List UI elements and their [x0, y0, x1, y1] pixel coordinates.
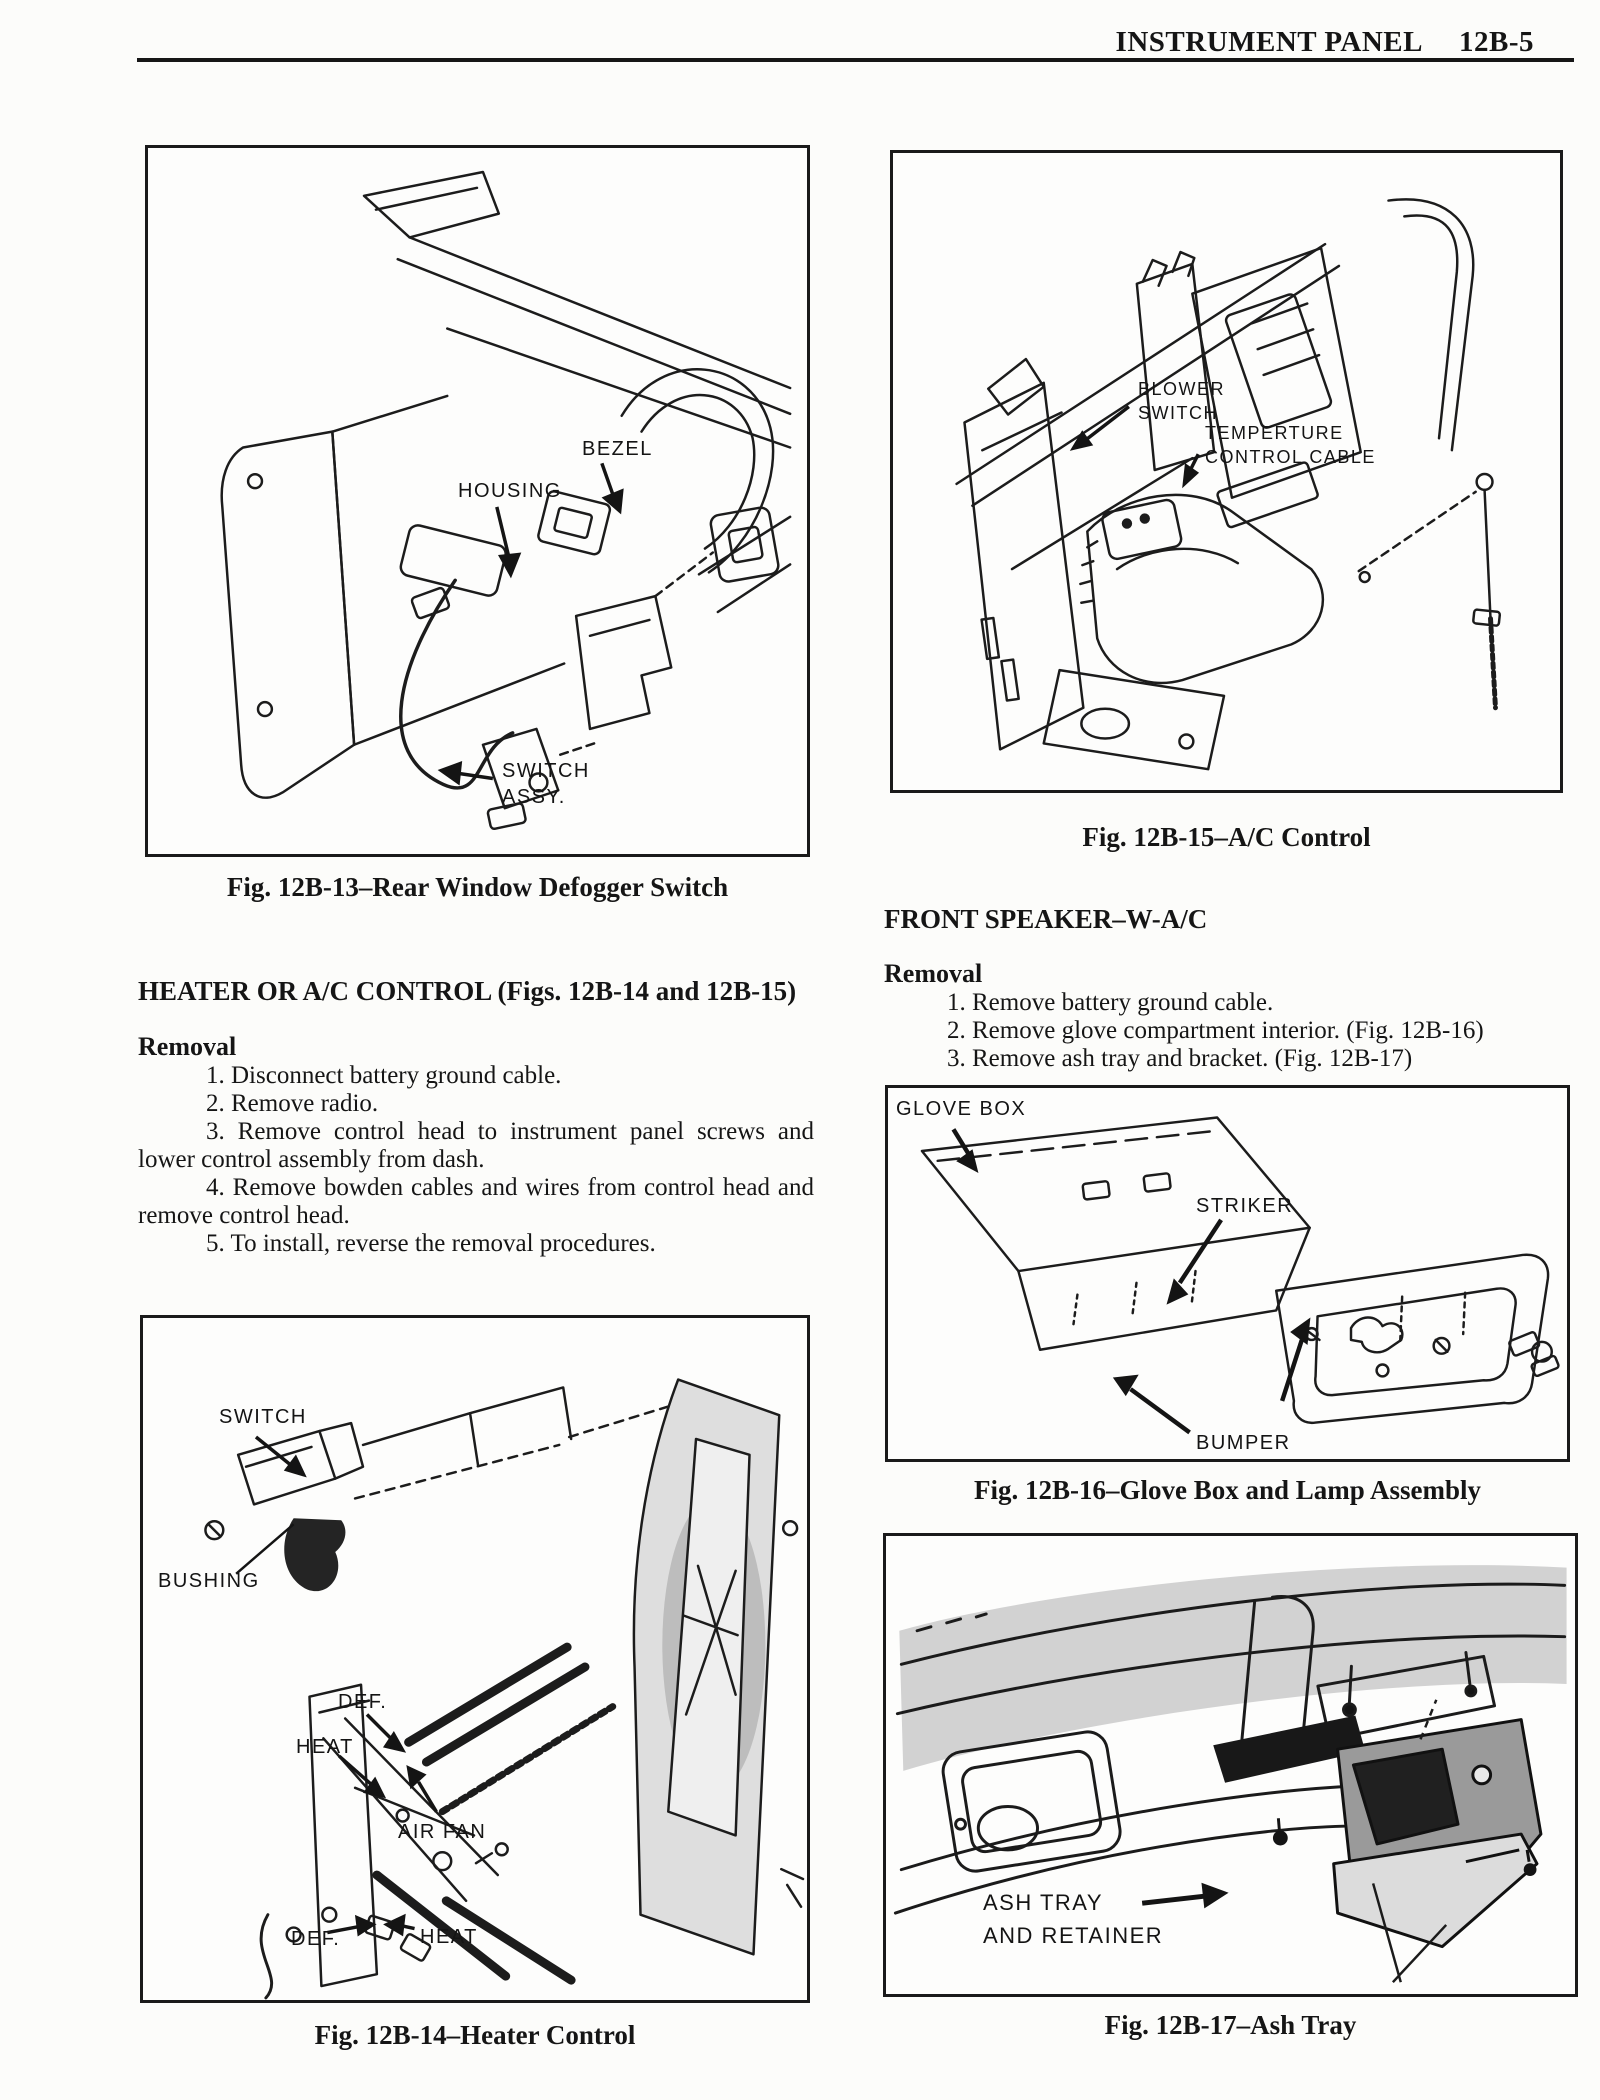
label-air-fan: AIR FAN [398, 1821, 487, 1843]
figure-ash-tray [883, 1533, 1578, 1997]
label-temperature-control-cable: TEMPERTURE CONTROL CABLE [1205, 423, 1376, 467]
caption-ac-control: Fig. 12B-15–A/C Control [1082, 822, 1371, 852]
caption-defogger: Fig. 12B-13–Rear Window Defogger Switch [226, 872, 729, 902]
label-bezel: BEZEL [582, 438, 653, 460]
label-bushing: BUSHING [158, 1570, 260, 1592]
caption-heater-control: Fig. 12B-14–Heater Control [314, 2020, 636, 2050]
figure-ac-control [890, 150, 1563, 793]
label-def-lower: DEF. [291, 1928, 341, 1950]
figure-defogger-switch [145, 145, 810, 857]
label-striker: STRIKER [1196, 1195, 1294, 1217]
procedure-step: 3. Remove ash tray and bracket. (Fig. 12B-17) [947, 1045, 1413, 1072]
header-title: INSTRUMENT PANEL [1115, 26, 1423, 58]
page-header [1116, 26, 1534, 59]
section-front-speaker-subheading: Removal [884, 959, 983, 988]
procedure-step: 5. To install, reverse the removal procedures. [206, 1230, 656, 1257]
caption-ash-tray: Fig. 12B-17–Ash Tray [1104, 2010, 1357, 2040]
caption-glove-box: Fig. 12B-16–Glove Box and Lamp Assembly [973, 1475, 1482, 1505]
heater-removal-steps [138, 1062, 814, 1258]
figure-heater-control [140, 1315, 810, 2003]
label-housing: HOUSING [458, 480, 562, 502]
label-heat-lower: HEAT [420, 1926, 478, 1948]
figure-glove-box [885, 1085, 1570, 1462]
label-def-upper: DEF. [338, 1691, 388, 1713]
section-heater-heading: HEATER OR A/C CONTROL (Figs. 12B-14 and 12B-15) [138, 976, 797, 1006]
label-switch: SWITCH [219, 1406, 307, 1428]
procedure-step: 1. Remove battery ground cable. [947, 989, 1274, 1016]
procedure-step: 1. Disconnect battery ground cable. [206, 1062, 562, 1089]
label-switch-assy: SWITCH ASSY. [502, 760, 590, 808]
procedure-step: 2. Remove glove compartment interior. (Fig. 12B-16) [947, 1017, 1484, 1044]
label-ash-tray-retainer: ASH TRAY AND RETAINER [983, 1890, 1164, 1948]
label-blower-switch: BLOWER SWITCH [1138, 379, 1226, 423]
label-bumper: BUMPER [1196, 1432, 1291, 1454]
procedure-step: 3. Remove control head to instrument panel screws and lower control assembly from dash. [138, 1118, 814, 1173]
glove-box-illustration [888, 1088, 1567, 1459]
header-page-number: 12B-5 [1459, 26, 1534, 58]
front-speaker-removal-steps [884, 989, 1560, 1073]
section-heater-subheading: Removal [138, 1032, 237, 1061]
label-heat-upper: HEAT [296, 1736, 354, 1758]
label-glove-box: GLOVE BOX [896, 1098, 1027, 1120]
procedure-step: 4. Remove bowden cables and wires from control head and remove control head. [138, 1174, 814, 1229]
header-rule [137, 58, 1574, 62]
ac-control-illustration [893, 153, 1560, 790]
procedure-step: 2. Remove radio. [206, 1090, 379, 1117]
section-front-speaker-heading: FRONT SPEAKER–W-A/C [884, 904, 1208, 934]
